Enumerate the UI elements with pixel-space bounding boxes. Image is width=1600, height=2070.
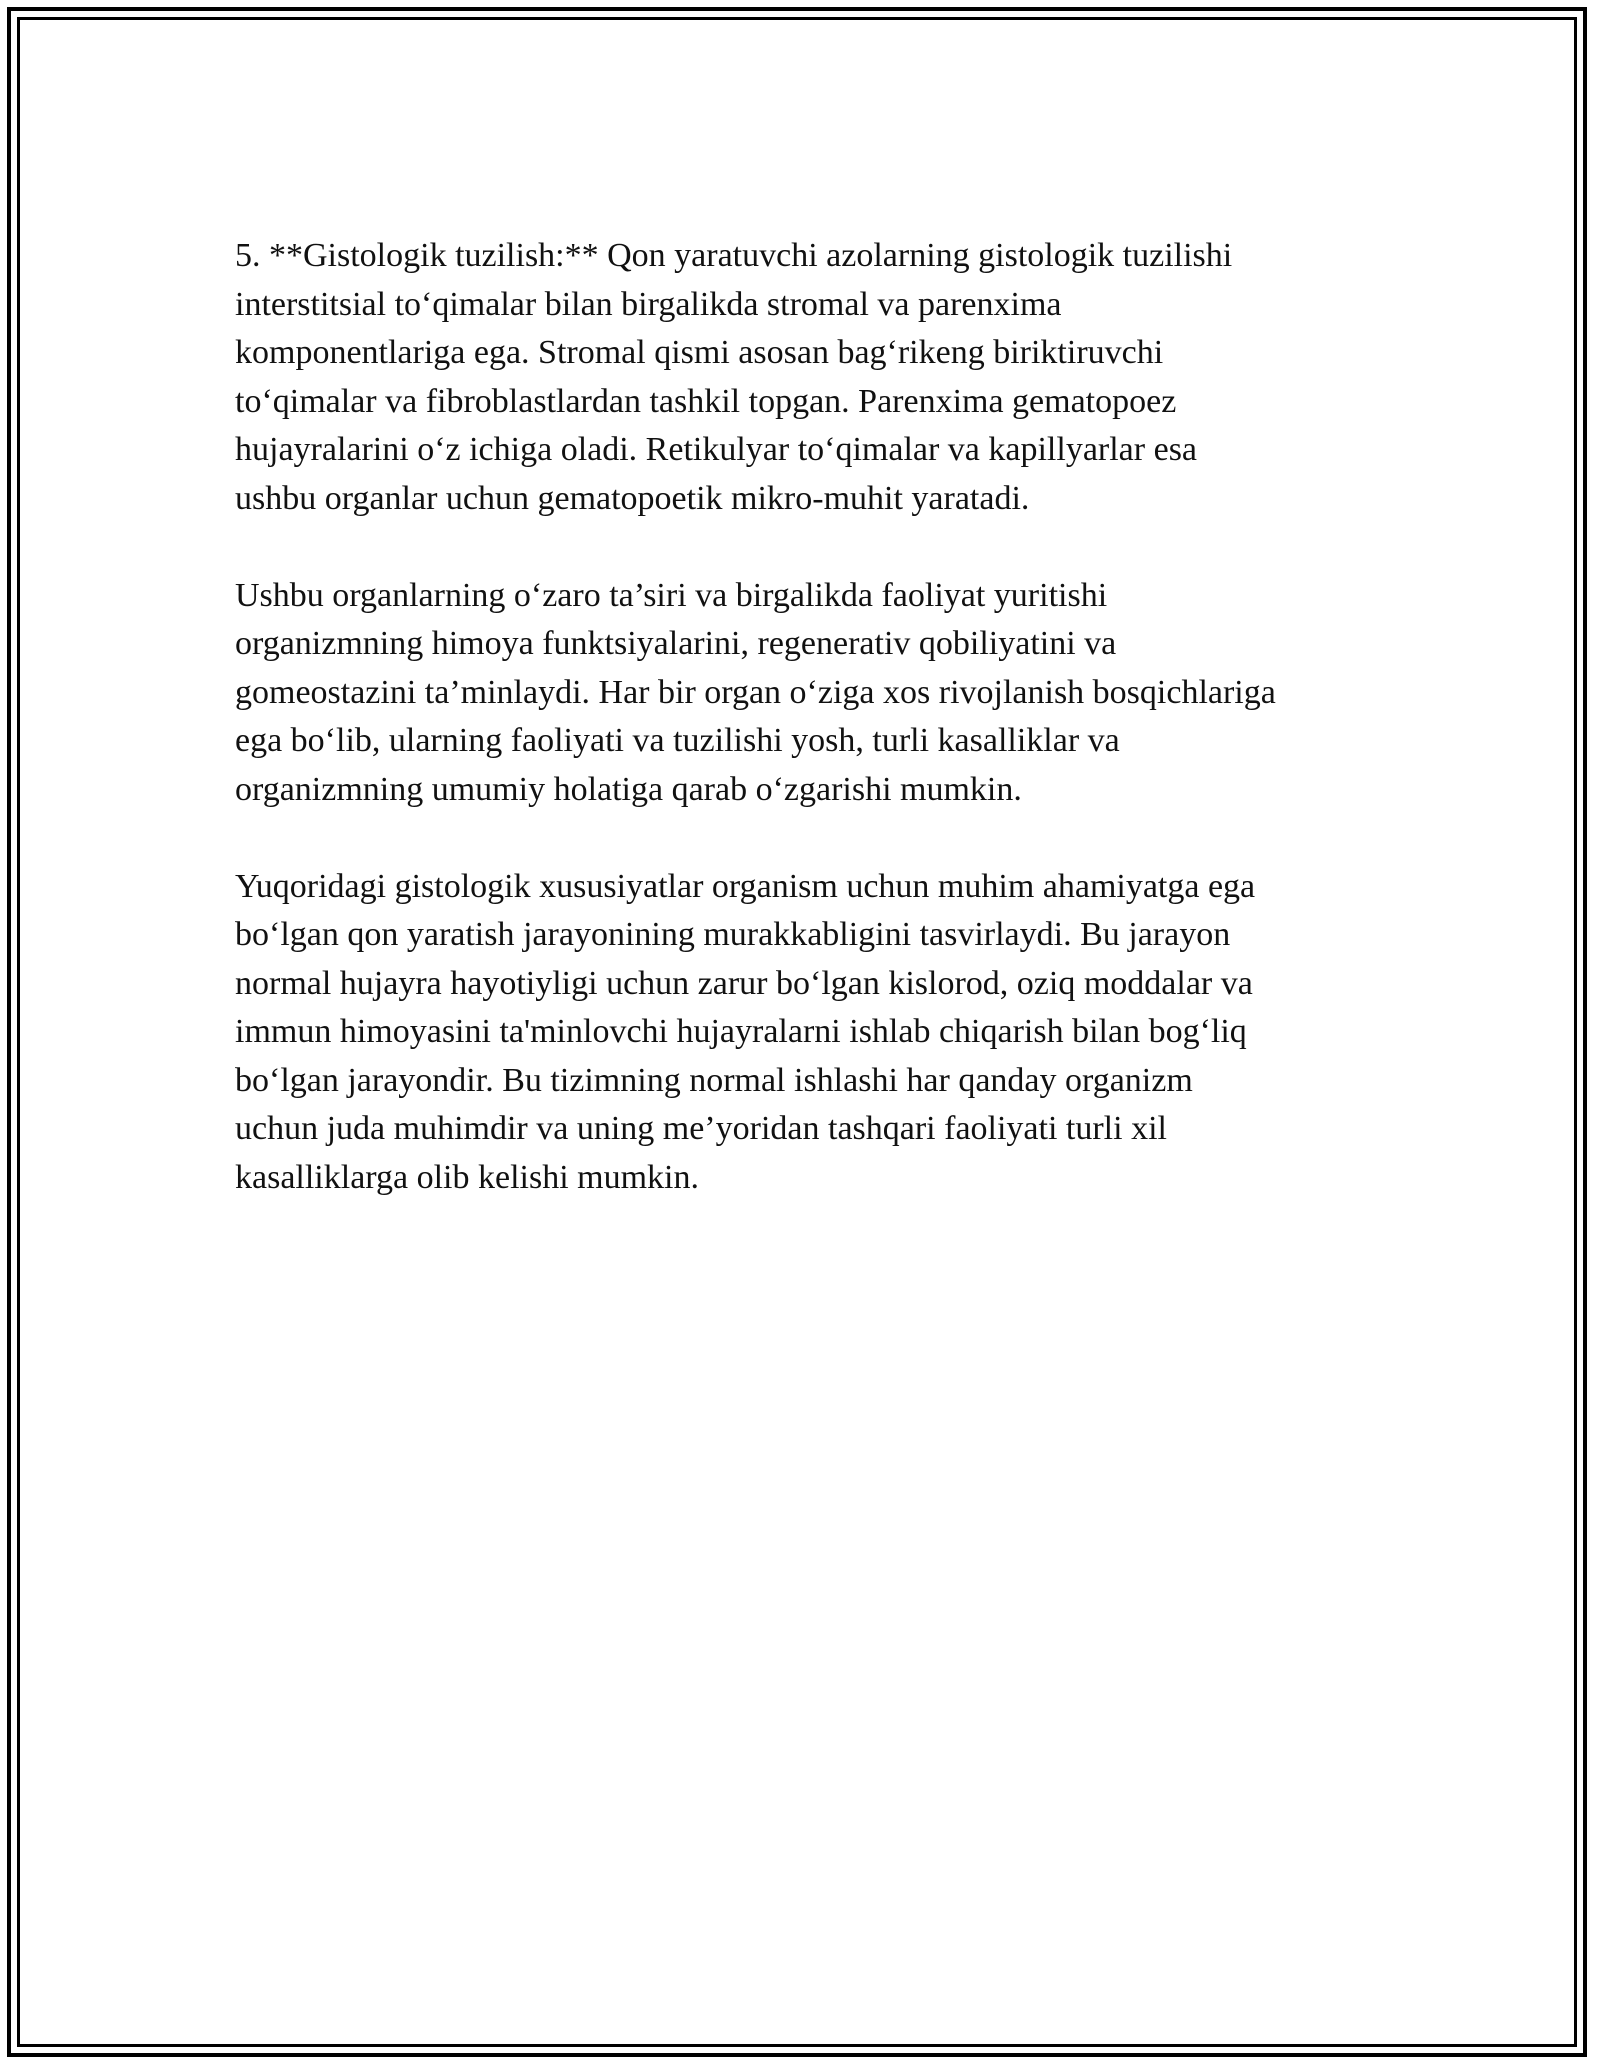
text-line: hujayralarini o‘z ichiga oladi. Retikulyar to‘qimalar va kapillyarlar esa (235, 431, 1198, 468)
text-line: bo‘lgan jarayondir. Bu tizimning normal ishlashi har qanday organizm (235, 1061, 1193, 1099)
text-line: kasalliklarga olib kelishi mumkin. (235, 1158, 699, 1196)
text-line: to‘qimalar va fibroblastlardan tashkil topgan. Parenxima gematopoez (235, 382, 1177, 420)
text-line: organizmning umumiy holatiga qarab o‘zgarishi mumkin. (235, 770, 1022, 808)
text-line: 5. **Gistologik tuzilish:** Qon yaratuvchi azolarning gistologik tuzilishi (235, 237, 1233, 274)
text-line: ega bo‘lib, ularning faoliyati va tuzilishi yosh, turli kasalliklar va (235, 722, 1120, 759)
text-line: organizmning himoya funktsiyalarini, regenerativ qobiliyatini va (235, 625, 1117, 662)
paragraph-histology (235, 232, 1375, 523)
text-line: komponentlariga ega. Stromal qismi asosan bag‘rikeng biriktiruvchi (235, 334, 1164, 371)
paragraph-interaction (235, 572, 1375, 815)
text-line: Yuqoridagi gistologik xususiyatlar organism uchun muhim ahamiyatga ega (235, 867, 1256, 905)
document-body (235, 232, 1375, 1202)
text-line: immun himoyasini ta'minlovchi hujayralarni ishlab chiqarish bilan bog‘liq (235, 1013, 1247, 1050)
text-line: Ushbu organlarning o‘zaro ta’siri va birgalikda faoliyat yuritishi (235, 576, 1108, 614)
text-line: normal hujayra hayotiyligi uchun zarur bo‘lgan kislorod, oziq moddalar va (235, 964, 1253, 1002)
text-line: uchun juda muhimdir va uning me’yoridan tashqari faoliyati turli xil (235, 1110, 1167, 1147)
text-line: gomeostazini ta’minlaydi. Har bir organ o‘ziga xos rivojlanish bosqichlariga (235, 673, 1276, 711)
text-line: interstitsial to‘qimalar bilan birgalikda stromal va parenxima (235, 285, 1062, 323)
text-line: bo‘lgan qon yaratish jarayonining murakkabligini tasvirlaydi. Bu jarayon (235, 916, 1231, 953)
paragraph-conclusion (235, 863, 1375, 1203)
text-line: ushbu organlar uchun gematopoetik mikro-muhit yaratadi. (235, 479, 1030, 517)
